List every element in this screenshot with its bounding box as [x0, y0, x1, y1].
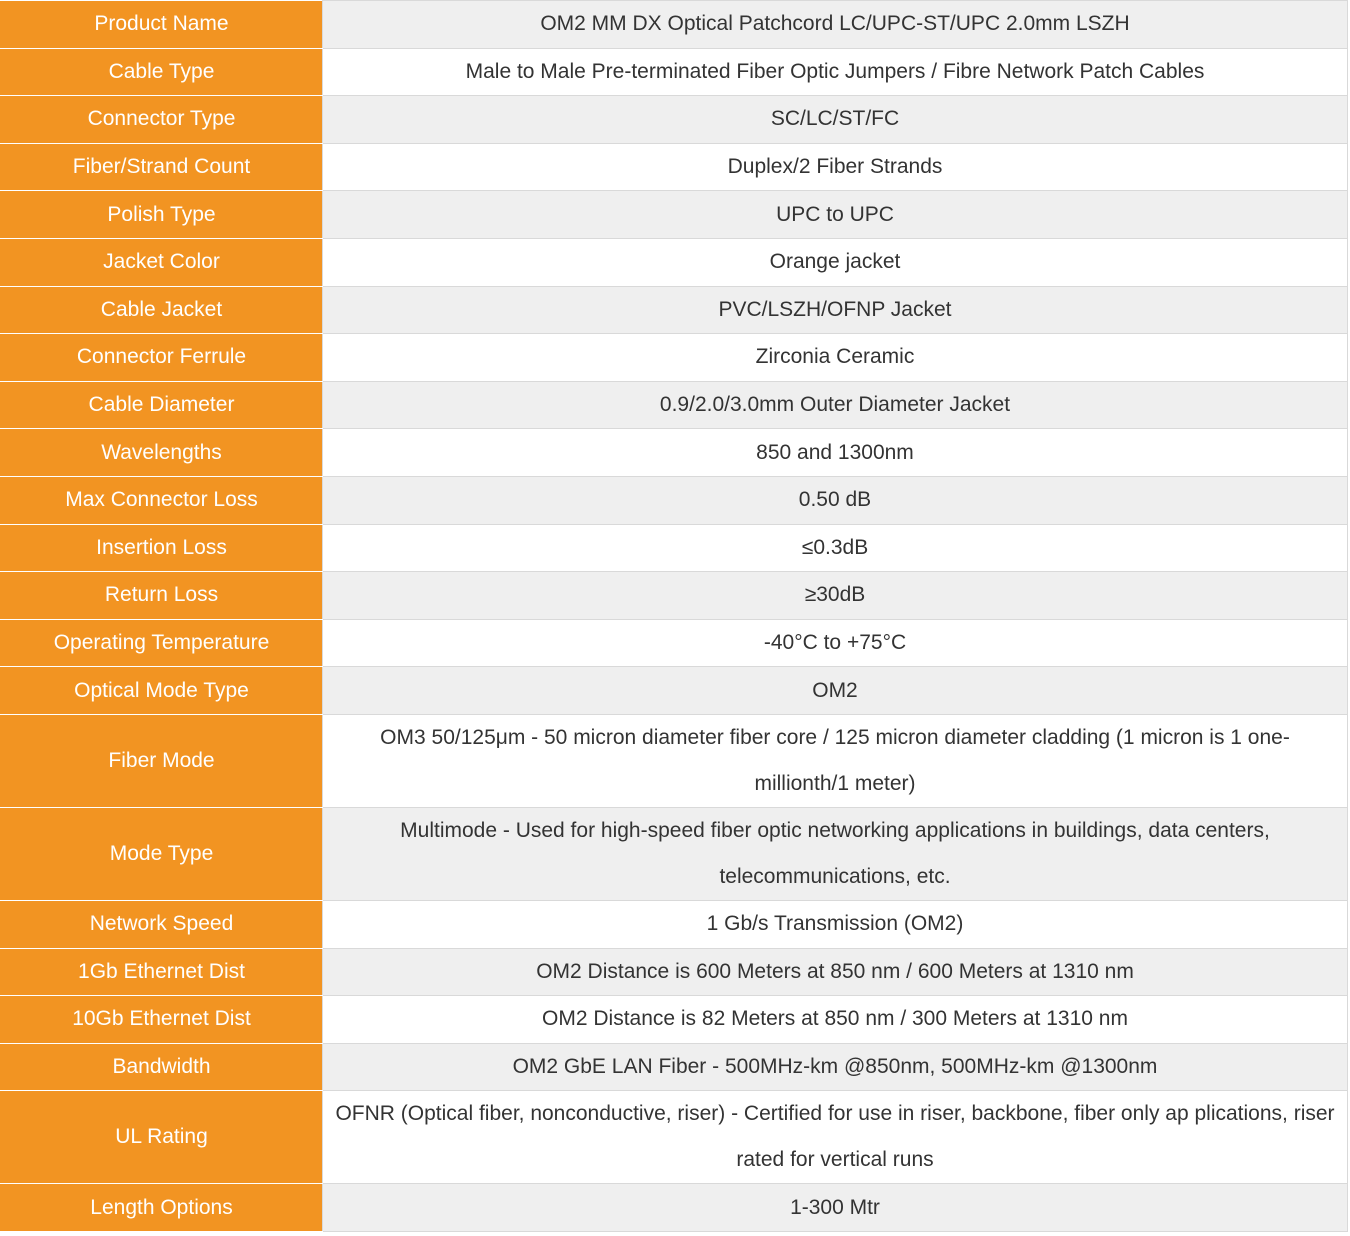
spec-label: Optical Mode Type: [1, 667, 323, 715]
table-row: [1, 48, 1348, 96]
spec-label: Fiber Mode: [1, 714, 323, 807]
spec-label: Polish Type: [1, 191, 323, 239]
spec-value: OFNR (Optical fiber, nonconductive, riser) - Certified for use in riser, backbone, fiber only ap plications, riser rated for vertical runs: [323, 1091, 1348, 1184]
spec-value: 850 and 1300nm: [323, 429, 1348, 477]
table-row: [1, 1091, 1348, 1184]
spec-value: 1-300 Mtr: [323, 1184, 1348, 1232]
spec-label: Return Loss: [1, 572, 323, 620]
spec-label: Max Connector Loss: [1, 476, 323, 524]
table-row: [1, 807, 1348, 900]
spec-label: Jacket Color: [1, 238, 323, 286]
spec-label: Length Options: [1, 1184, 323, 1232]
table-row: [1, 238, 1348, 286]
spec-label: Insertion Loss: [1, 524, 323, 572]
spec-value: ≥30dB: [323, 572, 1348, 620]
spec-label: Mode Type: [1, 807, 323, 900]
table-row: [1, 429, 1348, 477]
spec-label: UL Rating: [1, 1091, 323, 1184]
spec-label: Product Name: [1, 1, 323, 49]
spec-value: SC/LC/ST/FC: [323, 96, 1348, 144]
spec-label: Fiber/Strand Count: [1, 143, 323, 191]
spec-value: OM2 GbE LAN Fiber - 500MHz-km @850nm, 500MHz-km @1300nm: [323, 1043, 1348, 1091]
table-row: [1, 1184, 1348, 1232]
spec-value: PVC/LSZH/OFNP Jacket: [323, 286, 1348, 334]
table-row: [1, 524, 1348, 572]
spec-label: Cable Type: [1, 48, 323, 96]
spec-value: ≤0.3dB: [323, 524, 1348, 572]
spec-value: Multimode - Used for high-speed fiber optic networking applications in buildings, data centers, telecommunications, etc.: [323, 807, 1348, 900]
spec-label: Connector Ferrule: [1, 334, 323, 382]
table-row: [1, 1, 1348, 49]
spec-value: Zirconia Ceramic: [323, 334, 1348, 382]
table-row: [1, 1043, 1348, 1091]
spec-value: OM2: [323, 667, 1348, 715]
spec-value: OM2 MM DX Optical Patchcord LC/UPC-ST/UPC 2.0mm LSZH: [323, 1, 1348, 49]
table-row: [1, 476, 1348, 524]
spec-label: Network Speed: [1, 900, 323, 948]
spec-label: Wavelengths: [1, 429, 323, 477]
table-row: [1, 900, 1348, 948]
table-row: [1, 667, 1348, 715]
spec-label: Bandwidth: [1, 1043, 323, 1091]
table-row: [1, 191, 1348, 239]
table-row: [1, 334, 1348, 382]
spec-value: Duplex/2 Fiber Strands: [323, 143, 1348, 191]
spec-label: Cable Jacket: [1, 286, 323, 334]
table-row: [1, 619, 1348, 667]
spec-value: 0.50 dB: [323, 476, 1348, 524]
spec-value: -40°C to +75°C: [323, 619, 1348, 667]
spec-label: 1Gb Ethernet Dist: [1, 948, 323, 996]
table-row: [1, 381, 1348, 429]
spec-label: 10Gb Ethernet Dist: [1, 996, 323, 1044]
table-row: [1, 96, 1348, 144]
table-row: [1, 948, 1348, 996]
spec-label: Cable Diameter: [1, 381, 323, 429]
table-row: [1, 572, 1348, 620]
table-row: [1, 286, 1348, 334]
spec-value: Orange jacket: [323, 238, 1348, 286]
spec-label: Connector Type: [1, 96, 323, 144]
spec-value: OM2 Distance is 82 Meters at 850 nm / 300 Meters at 1310 nm: [323, 996, 1348, 1044]
spec-value: 0.9/2.0/3.0mm Outer Diameter Jacket: [323, 381, 1348, 429]
table-row: [1, 714, 1348, 807]
spec-value: OM3 50/125μm - 50 micron diameter fiber core / 125 micron diameter cladding (1 micron is 1 one-millionth/1 meter): [323, 714, 1348, 807]
spec-value: OM2 Distance is 600 Meters at 850 nm / 600 Meters at 1310 nm: [323, 948, 1348, 996]
spec-label: Operating Temperature: [1, 619, 323, 667]
spec-value: Male to Male Pre-terminated Fiber Optic Jumpers / Fibre Network Patch Cables: [323, 48, 1348, 96]
table-row: [1, 143, 1348, 191]
spec-value: 1 Gb/s Transmission (OM2): [323, 900, 1348, 948]
table-row: [1, 996, 1348, 1044]
spec-value: UPC to UPC: [323, 191, 1348, 239]
